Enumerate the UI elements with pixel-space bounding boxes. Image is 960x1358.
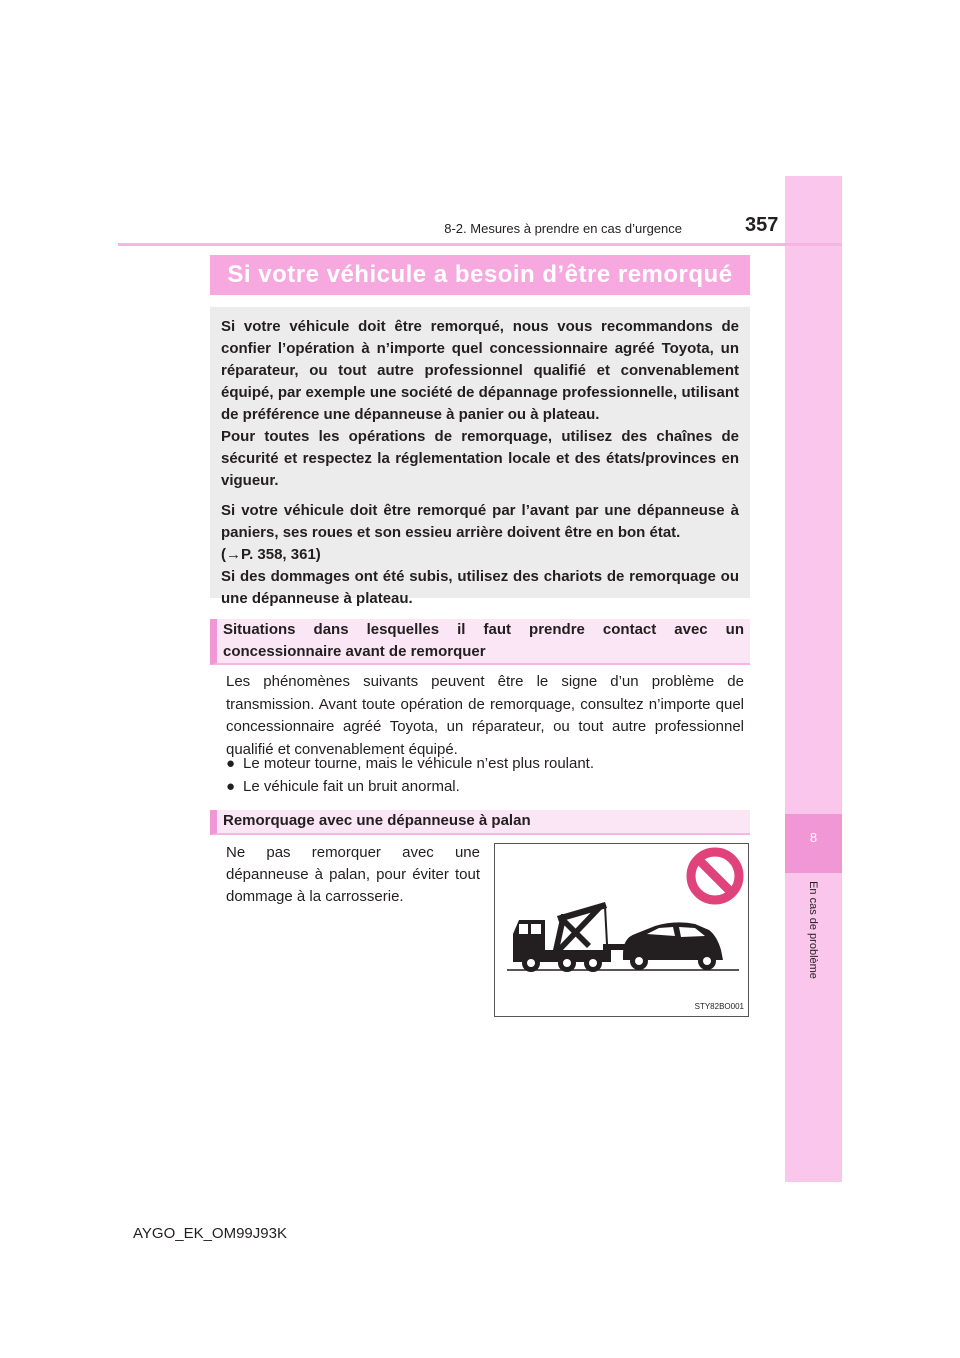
bullet-icon: ● bbox=[226, 778, 236, 795]
header-section-title: 8-2. Mesures à prendre en cas d’urgence bbox=[444, 221, 682, 236]
chapter-side-tab bbox=[785, 176, 842, 1182]
page-title: Si votre véhicule a besoin d’être remorqué bbox=[227, 261, 733, 288]
section2-paragraph: Ne pas remorquer avec une dépanneuse à palan, pour éviter tout dommage à la carrosserie. bbox=[226, 844, 480, 905]
tow-truck-figure bbox=[494, 843, 749, 1017]
bullet-item bbox=[226, 753, 594, 775]
section-heading-contact-dealer bbox=[210, 619, 750, 665]
intro-text bbox=[221, 316, 739, 610]
chapter-number: 8 bbox=[809, 830, 818, 845]
intro-paragraph-1: Si votre véhicule doit être remorqué, nous vous recommandons de confier l’opération à n’importe quel concessionnaire agréé Toyota, un réparateur, ou tout autre professionnel qualifié et convenablement équipé, par exemple une société de dépannage professionnelle, utilisant de préférence une dépanneuse à panier ou à plateau. bbox=[221, 318, 739, 423]
page-title-bar bbox=[210, 255, 750, 295]
prohibited-icon bbox=[691, 852, 739, 900]
figure-code: STY82BO001 bbox=[694, 1002, 744, 1011]
bullet-item bbox=[226, 776, 460, 798]
tow-truck-prohibited-icon bbox=[495, 844, 748, 1016]
document-code: AYGO_EK_OM99J93K bbox=[133, 1225, 287, 1242]
section-heading-text: Remorquage avec une dépanneuse à palan bbox=[223, 812, 531, 829]
tow-truck-icon bbox=[513, 902, 627, 972]
bullet-icon: ● bbox=[226, 755, 236, 772]
section-heading-line-1: Situations dans lesquelles il faut prendre contact avec un bbox=[223, 621, 744, 638]
intro-paragraph-3: Si votre véhicule doit être remorqué par l’avant par une dépanneuse à paniers, ses roues et son essieu arrière doivent être en bon état. bbox=[221, 502, 739, 541]
intro-paragraph-5: Si des dommages ont été subis, utilisez des chariots de remorquage ou une dépanneuse à plateau. bbox=[221, 568, 739, 607]
section-heading-hoist-tow bbox=[210, 810, 750, 835]
intro-page-reference[interactable]: (→P. 358, 361) bbox=[221, 546, 321, 563]
bullet-text: Le véhicule fait un bruit anormal. bbox=[243, 778, 460, 795]
intro-paragraph-2: Pour toutes les opérations de remorquage, utilisez des chaînes de sécurité et respectez la réglementation locale et des états/provinces en vigueur. bbox=[221, 428, 739, 489]
section-heading-line-2: concessionnaire avant de remorquer bbox=[223, 643, 486, 660]
car-icon bbox=[623, 922, 723, 970]
page-number: 357 bbox=[745, 214, 779, 236]
intro-box bbox=[210, 307, 750, 607]
bullet-text: Le moteur tourne, mais le véhicule n’est plus roulant. bbox=[243, 755, 595, 772]
chapter-label: En cas de problème bbox=[807, 881, 819, 979]
header-rule bbox=[118, 243, 842, 246]
section1-paragraph: Les phénomènes suivants peuvent être le signe d’un problème de transmission. Avant toute opération de remorquage, consultez n’importe quel concessionnaire agréé Toyota, un réparateur, ou tout autre professionnel qualifié et convenablement équipé. bbox=[226, 673, 744, 758]
